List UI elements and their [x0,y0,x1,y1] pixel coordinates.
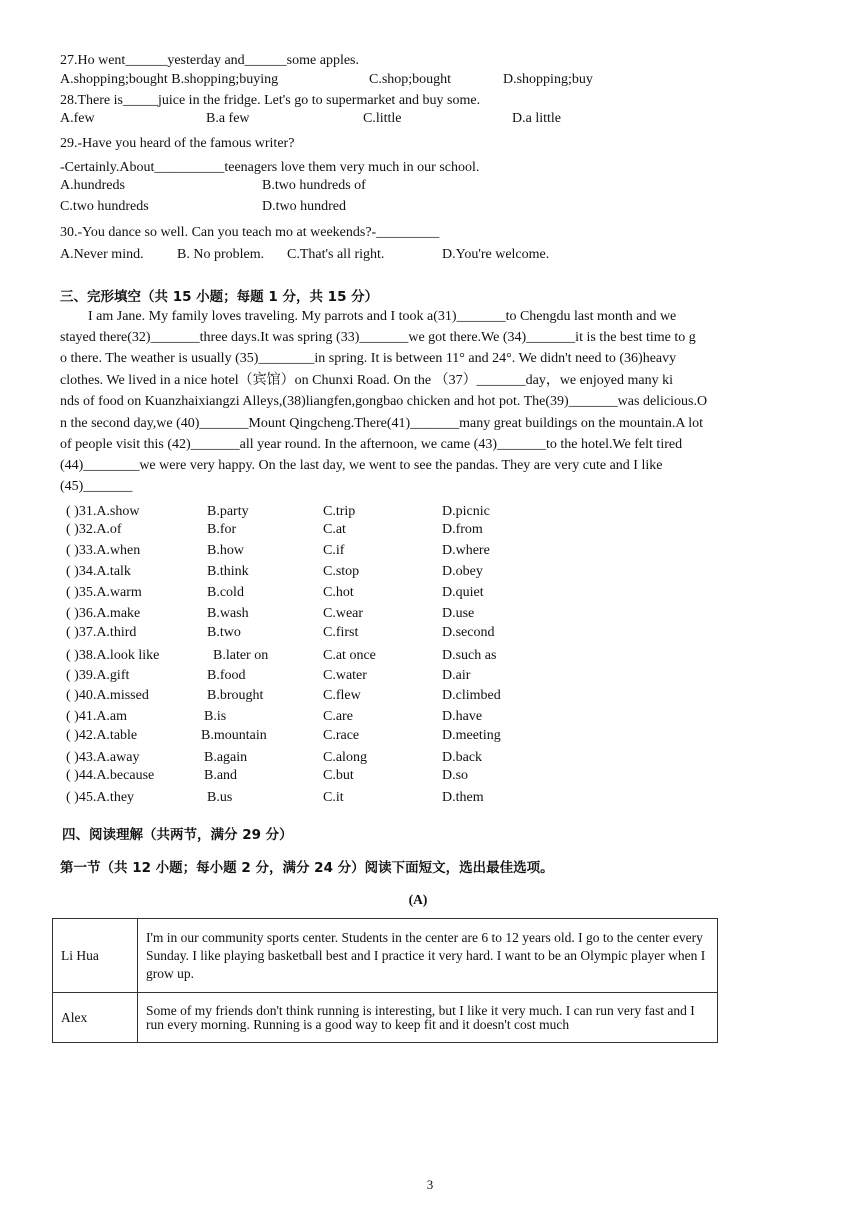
passage-line: n the second day,we (40)_______Mount Qingcheng.There(41)_______many great buildings on the mountain.A lot [60,416,703,431]
question-28-option-a: A.few [60,111,95,126]
option-b: B.cold [207,585,244,600]
option-d: D.back [442,750,483,765]
option-d: D.climbed [442,688,501,703]
option-c: C.first [323,625,359,640]
option-a: ( )41.A.am [66,709,128,724]
section-3-heading: 三、完形填空（共 15 小题；每题 1 分，共 15 分） [60,289,379,305]
option-c: C.at [323,522,346,537]
passage-label: (A) [408,892,428,907]
question-28-option-c: C.little [363,111,402,126]
option-d: D.such as [442,648,497,663]
table-cell-name: Li Hua [53,919,138,993]
option-c: C.hot [323,585,354,600]
option-a: ( )42.A.table [66,728,138,743]
question-27-stem: 27.Ho went______yesterday and______some apples. [60,53,359,68]
question-29-option-d: D.two hundred [262,199,346,214]
question-29-option-c: C.two hundreds [60,199,149,214]
page-number: 3 [426,1177,434,1192]
option-c: C.flew [323,688,361,703]
passage-line: clothes. We lived in a nice hotel（宾馆）on Chunxi Road. On the （37）_______day，we enjoyed many ki [60,373,673,388]
option-a: ( )38.A.look like [66,648,160,663]
option-d: D.have [442,709,483,724]
option-c: C.it [323,790,344,805]
option-a: ( )34.A.talk [66,564,131,579]
passage-line: stayed there(32)_______three days.It was spring (33)_______we got there.We (34)_______it is the best time to g [60,330,696,345]
option-b: B.is [204,709,227,724]
reading-table [52,918,718,1043]
passage-line: nds of food on Kuanzhaixiangzi Alleys,(38)liangfen,gongbao chicken and hot pot. The(39)_______was delicious.O [60,394,708,409]
question-27-option-c: C.shop;bought [369,72,452,87]
option-c: C.water [323,668,367,683]
option-c: C.but [323,768,354,783]
option-a: ( )33.A.when [66,543,141,558]
option-d: D.them [442,790,484,805]
option-a: ( )36.A.make [66,606,141,621]
question-30-option-d: D.You're welcome. [442,247,550,262]
option-c: C.along [323,750,367,765]
table-row [53,993,718,1043]
question-29-stem-2: -Certainly.About__________teenagers love them very much in our school. [60,160,480,175]
question-28-option-b: B.a few [206,111,250,126]
question-30-option-c: C.That's all right. [287,247,385,262]
question-29-stem: 29.-Have you heard of the famous writer? [60,136,295,151]
passage-line: of people visit this (42)_______all year round. In the afternoon, we came (43)_______to the hotel.We felt tired [60,437,683,452]
question-30-option-a: A.Never mind. [60,247,144,262]
option-b: B.later on [213,648,269,663]
question-28-option-d: D.a little [512,111,561,126]
passage-line: (45)_______ [60,479,133,494]
option-d: D.quiet [442,585,484,600]
passage-line: I am Jane. My family loves traveling. My parrots and I took a(31)_______to Chengdu last month and we [88,309,677,324]
option-b: B.mountain [201,728,267,743]
option-a: ( )31.A.show [66,504,140,519]
option-d: D.use [442,606,475,621]
option-b: B.two [207,625,241,640]
option-a: ( )39.A.gift [66,668,130,683]
option-b: B.how [207,543,244,558]
option-d: D.so [442,768,469,783]
option-d: D.obey [442,564,483,579]
option-d: D.picnic [442,504,490,519]
option-a: ( )40.A.missed [66,688,149,703]
option-b: B.think [207,564,249,579]
option-c: C.stop [323,564,360,579]
option-a: ( )35.A.warm [66,585,142,600]
option-d: D.air [442,668,471,683]
option-b: B.us [207,790,233,805]
question-29-option-b: B.two hundreds of [262,178,366,193]
option-d: D.from [442,522,483,537]
table-row [53,919,718,993]
option-b: B.wash [207,606,249,621]
option-b: B.and [204,768,238,783]
option-c: C.if [323,543,345,558]
table-cell-text: Some of my friends don't think running is interesting, but I like it very much. I can run very fast and I run every morning. Running is a good way to keep fit and it doesn't cost much [138,993,718,1043]
question-28-stem: 28.There is_____juice in the fridge. Let's go to supermarket and buy some. [60,93,481,108]
section-4-heading: 四、阅读理解（共两节，满分 29 分） [62,827,293,843]
option-d: D.second [442,625,495,640]
option-b: B.for [207,522,237,537]
option-c: C.wear [323,606,364,621]
option-b: B.brought [207,688,264,703]
question-27-option-d: D.shopping;buy [503,72,593,87]
passage-line: (44)________we were very happy. On the last day, we went to see the pandas. They are very cute and I like [60,458,663,473]
option-b: B.again [204,750,248,765]
passage-line: o there. The weather is usually (35)________in spring. It is between 11° and 24°. We didn't need to (36)heavy [60,351,677,366]
question-29-option-a: A.hundreds [60,178,125,193]
table-cell-name: Alex [53,993,138,1043]
option-b: B.food [207,668,246,683]
option-c: C.race [323,728,360,743]
question-30-option-b: B. No problem. [177,247,265,262]
option-a: ( )45.A.they [66,790,135,805]
option-a: ( )44.A.because [66,768,155,783]
option-c: C.trip [323,504,356,519]
table-cell-text: I'm in our community sports center. Students in the center are 6 to 12 years old. I go to the center every Sunday. I like playing basketball best and I practice it very hard. I want to be an Olympic player when I grow up. [138,919,718,993]
option-d: D.meeting [442,728,501,743]
question-30-stem: 30.-You dance so well. Can you teach mo at weekends?-_________ [60,225,440,240]
option-c: C.are [323,709,353,724]
section-4-subheading: 第一节（共 12 小题；每小题 2 分，满分 24 分）阅读下面短文，选出最佳选项。 [60,860,554,876]
question-27-option-ab: A.shopping;bought B.shopping;buying [60,72,279,87]
option-a: ( )37.A.third [66,625,137,640]
option-a: ( )43.A.away [66,750,140,765]
option-c: C.at once [323,648,376,663]
option-b: B.party [207,504,249,519]
option-a: ( )32.A.of [66,522,122,537]
option-d: D.where [442,543,490,558]
